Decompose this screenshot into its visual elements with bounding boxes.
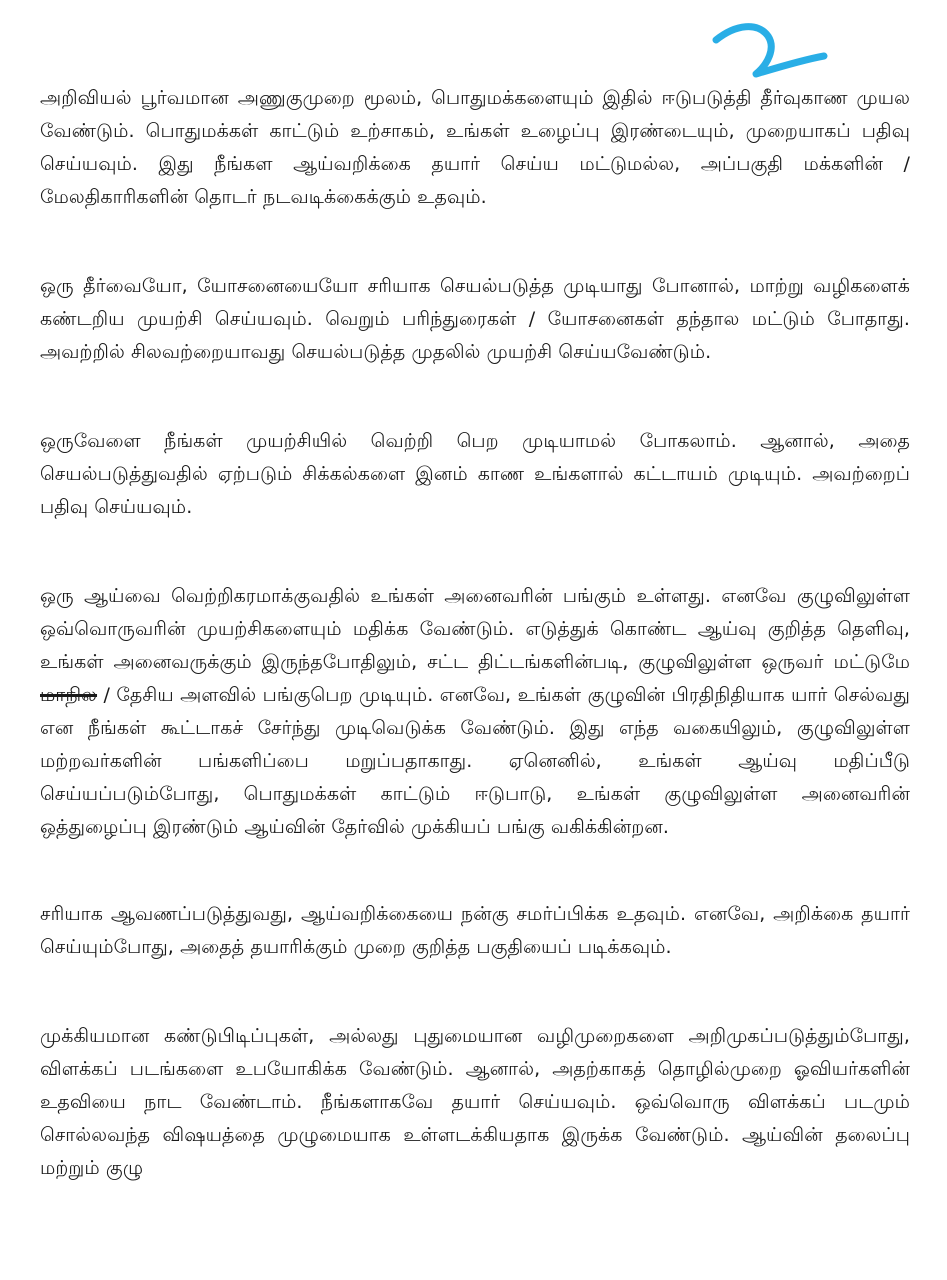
struck-word: மாநில — [40, 684, 98, 706]
paragraph-1: அறிவியல் பூர்வமான அணுகுமுறை மூலம், பொதுமக்களையும் இதில் ஈடுபடுத்தி தீர்வுகாண முயல வேண்டும். பொதுமக்கள் காட்டும் உற்சாகம், உங்கள் உழைப்பு இரண்டையும், முறையாகப் பதிவு செய்யவும். இது நீங்கள ஆய்வறிக்கை தயார் செய்ய மட்டுமல்ல, அப்பகுதி மக்களின் / மேலதிகாரிகளின் தொடர் நடவடிக்கைக்கும் உதவும். — [40, 87, 910, 208]
paragraph-6: முக்கியமான கண்டுபிடிப்புகள், அல்லது புதுமையான வழிமுறைகளை அறிமுகப்படுத்தும்போது, விளக்கப் படங்களை உபயோகிக்க வேண்டும். ஆனால், அதற்காகத் தொழில்முறை ஓவியர்களின் உதவியை நாட வேண்டாம். நீங்களாகவே தயார் செய்யவும். ஒவ்வொரு விளக்கப் படமும் சொல்லவந்த விஷயத்தை முழுமையாக உள்ளடக்கியதாக இருக்க வேண்டும். ஆய்வின் தலைப்பு மற்றும் குழு — [40, 1025, 910, 1179]
paragraph-4-part-2: / தேசிய அளவில் பங்குபெற முடியும். எனவே, உங்கள் குழுவின் பிரதிநிதியாக யார் செல்வது என நீங்கள் கூட்டாகச் சேர்ந்து முடிவெடுக்க வேண்டும். இது எந்த வகையிலும், குழுவிலுள்ள மற்றவர்களின் பங்களிப்பை மறுப்பதாகாது. ஏனெனில், உங்கள் ஆய்வு மதிப்பீடு செய்யப்படும்போது, பொதுமக்கள் காட்டும் ஈடுபாடு, உங்கள் குழுவிலுள்ள அனைவரின் ஒத்துழைப்பு இரண்டும் ஆய்வின் தேர்வில் முக்கியப் பங்கு வகிக்கின்றன. — [40, 684, 910, 838]
blue-pen-mark — [706, 18, 836, 88]
paragraph-4-part-1: ஒரு ஆய்வை வெற்றிகரமாக்குவதில் உங்கள் அனைவரின் பங்கும் உள்ளது. எனவே குழுவிலுள்ள ஒவ்வொருவரின் முயற்சிகளையும் மதிக்க வேண்டும். எடுத்துக் கொண்ட ஆய்வு குறித்த தெளிவு, உங்கள் அனைவருக்கும் இருந்தபோதிலும், சட்ட திட்டங்களின்படி, குழுவிலுள்ள ஒருவர் மட்டுமே — [40, 585, 910, 673]
paragraph-5: சரியாக ஆவணப்படுத்துவது, ஆய்வறிக்கையை நன்கு சமர்ப்பிக்க உதவும். எனவே, அறிக்கை தயார் செய்யும்போது, அதைத் தயாரிக்கும் முறை குறித்த பகுதியைப் படிக்கவும். — [40, 903, 910, 958]
paragraph-4 — [40, 580, 910, 844]
paragraph-2: ஒரு தீர்வையோ, யோசனையையோ சரியாக செயல்படுத்த முடியாது போனால், மாற்று வழிகளைக் கண்டறிய முயற்சி செய்யவும். வெறும் பரிந்துரைகள் / யோசனைகள் தந்தால மட்டும் போதாது. அவற்றில் சிலவற்றையாவது செயல்படுத்த முதலில் முயற்சி செய்யவேண்டும். — [40, 275, 910, 363]
paragraph-3: ஒருவேளை நீங்கள் முயற்சியில் வெற்றி பெற முடியாமல் போகலாம். ஆனால், அதை செயல்படுத்துவதில் ஏற்படும் சிக்கல்களை இனம் காண உங்களால் கட்டாயம் முடியும். அவற்றைப் பதிவு செய்யவும். — [40, 430, 910, 518]
document-body — [40, 82, 910, 1185]
